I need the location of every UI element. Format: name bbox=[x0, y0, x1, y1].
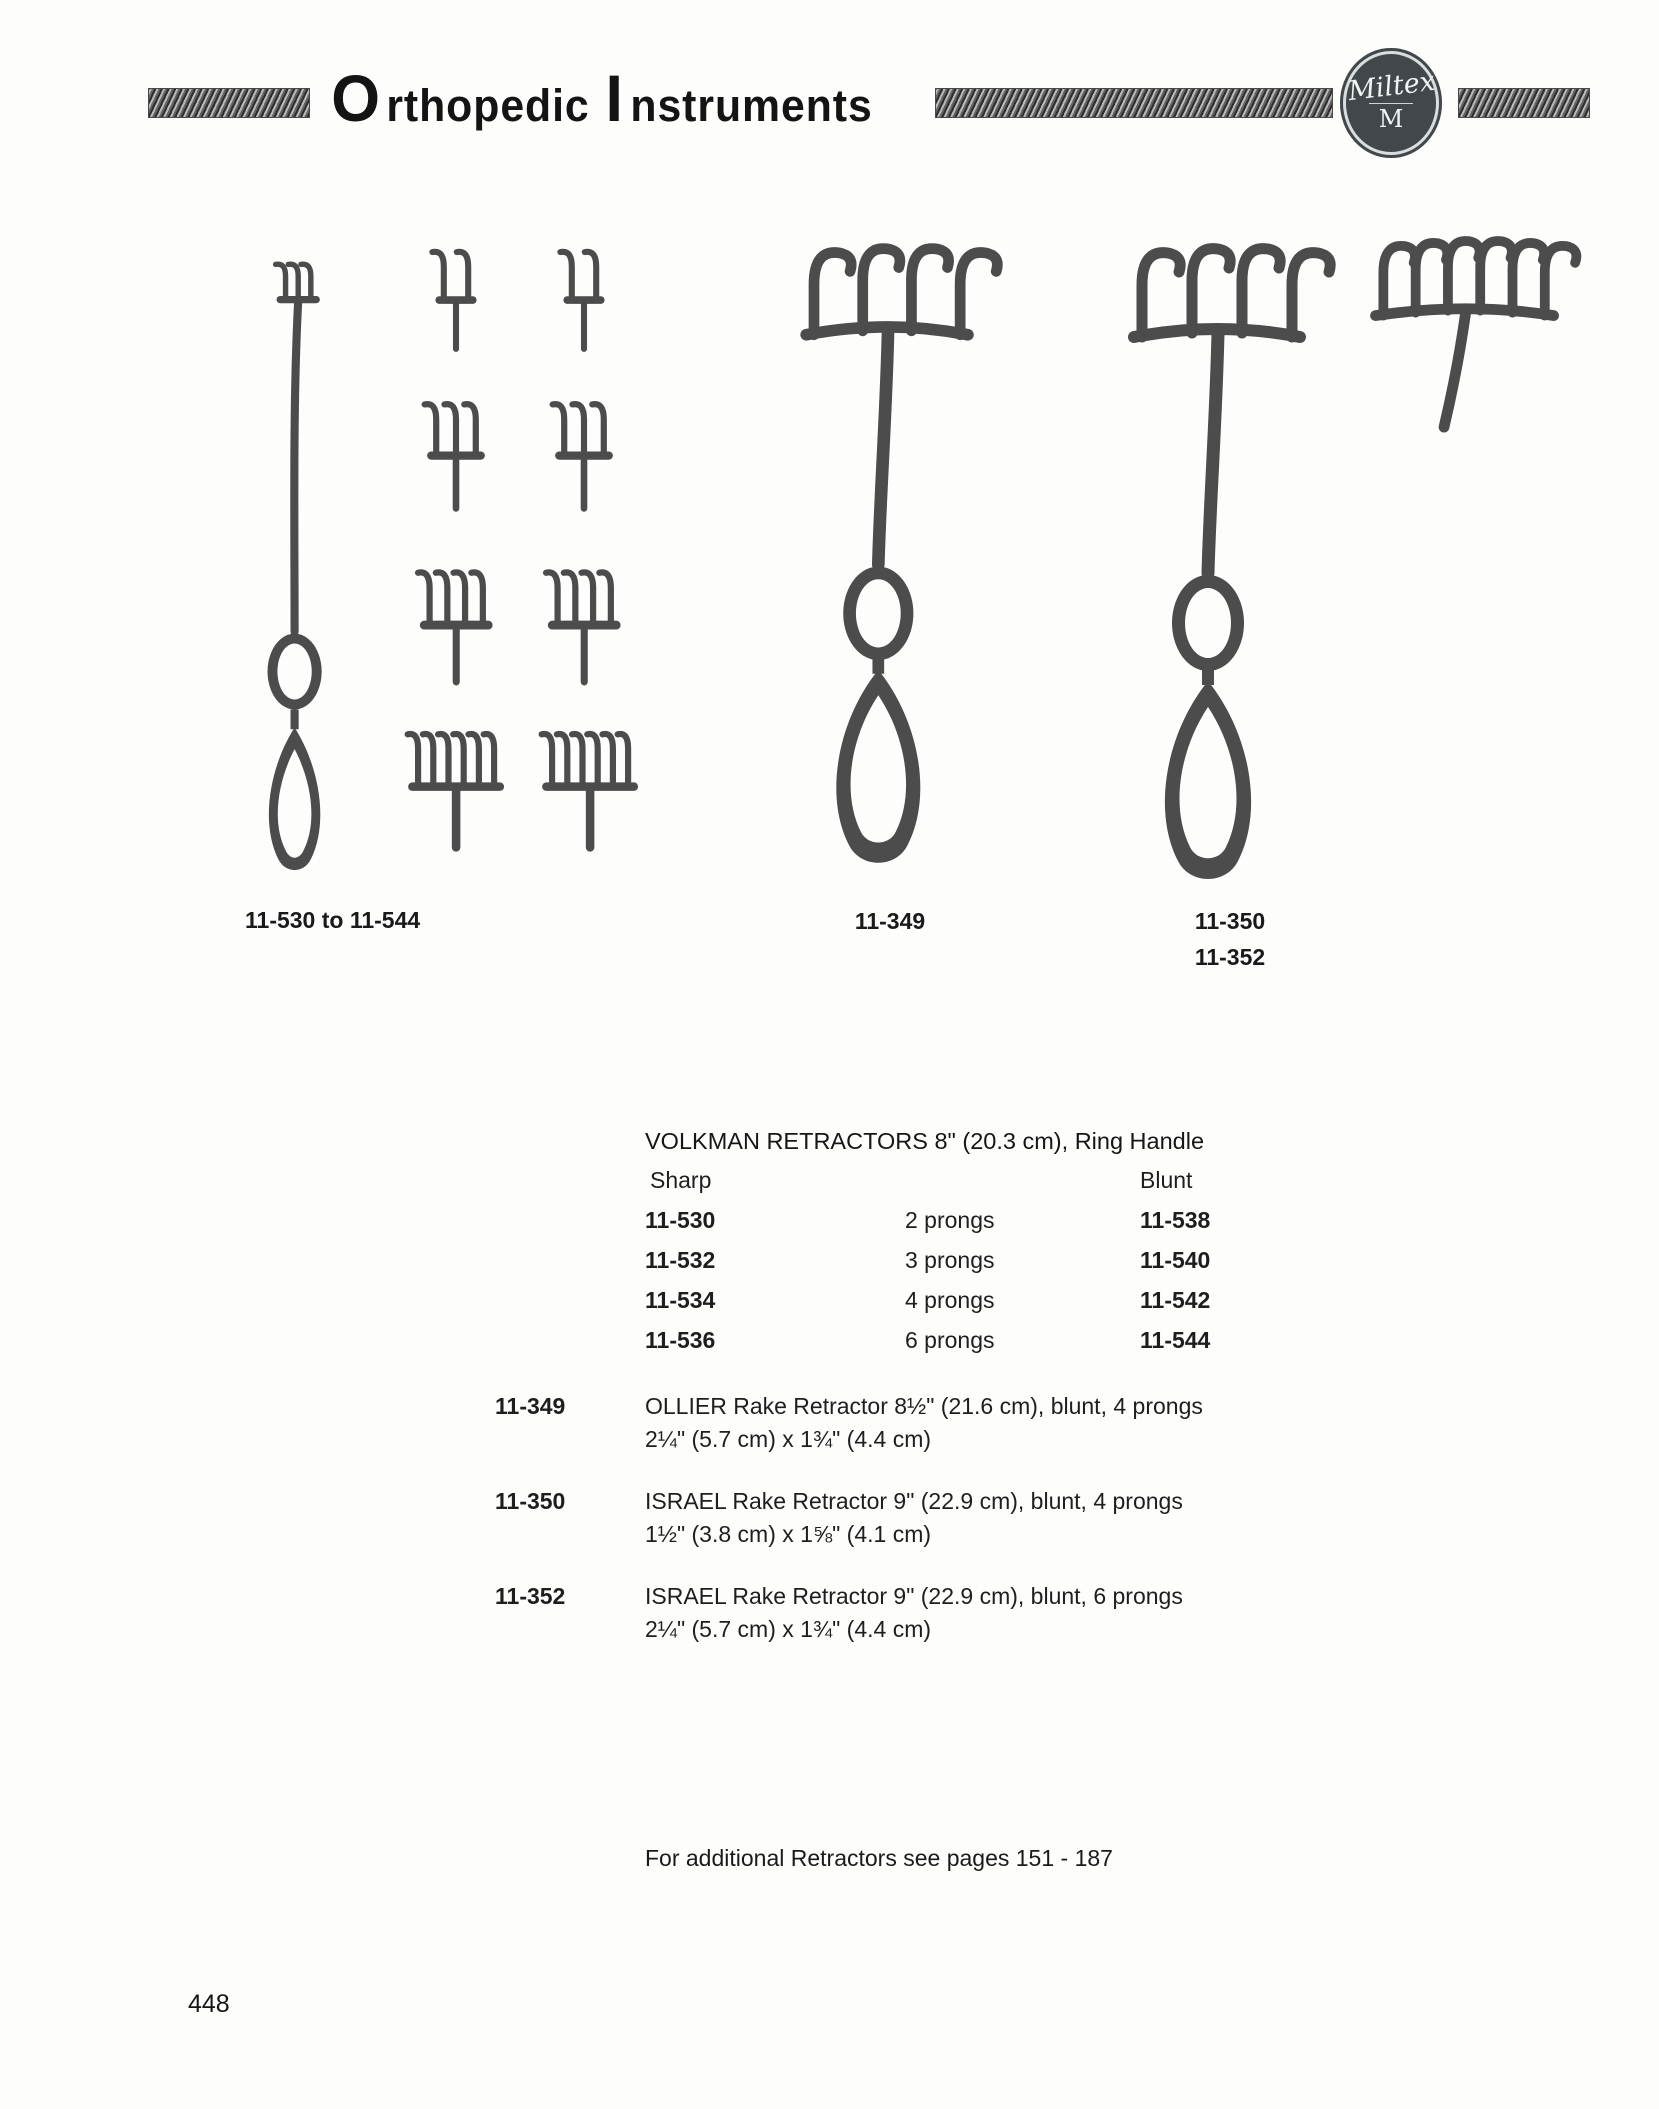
volkman-table-heading: VOLKMAN RETRACTORS 8" (20.3 cm), Ring Handle bbox=[645, 1128, 1205, 1154]
sharp-code: 11-532 bbox=[645, 1247, 716, 1273]
blunt-code: 11-544 bbox=[1140, 1327, 1211, 1353]
miltex-logo bbox=[1340, 48, 1442, 158]
header-stripe-left bbox=[148, 88, 310, 118]
additional-retractors-note: For additional Retractors see pages 151 - 187 bbox=[645, 1845, 1113, 1871]
sharp-code: 11-536 bbox=[645, 1327, 716, 1353]
volkman-table-column-labels bbox=[645, 1167, 1285, 1194]
column-label-spacer bbox=[905, 1167, 1140, 1194]
prong-tip-4-blunt-icon bbox=[530, 547, 642, 689]
volkman-table bbox=[645, 1128, 1285, 1360]
table-row bbox=[645, 1240, 1285, 1280]
miltex-logo-brand-text: Miltex bbox=[1345, 66, 1437, 108]
israel-six-prong-head-illustration bbox=[1350, 208, 1585, 433]
table-row bbox=[645, 1280, 1285, 1320]
column-label-sharp: Sharp bbox=[650, 1167, 712, 1193]
page-title-initial-o: O bbox=[331, 61, 381, 135]
prong-tip-2-blunt-icon bbox=[538, 233, 630, 355]
list-item bbox=[495, 1390, 1315, 1456]
prong-tip-6-sharp-icon bbox=[392, 703, 524, 855]
prong-tip-6-blunt-icon bbox=[526, 703, 658, 855]
table-row bbox=[645, 1200, 1285, 1240]
list-item bbox=[495, 1485, 1315, 1551]
product-description-line-1: OLLIER Rake Retractor 8½" (21.6 cm), blunt, 4 prongs bbox=[645, 1393, 1203, 1419]
israel-rake-retractor-illustration bbox=[1090, 200, 1350, 918]
product-description-line-2: 1½" (3.8 cm) x 1⅝" (4.1 cm) bbox=[645, 1521, 932, 1547]
figure-caption-volkman: 11-530 to 11-544 bbox=[245, 907, 421, 933]
figure-caption-ollier: 11-349 bbox=[854, 908, 926, 934]
product-description bbox=[645, 1580, 1315, 1646]
page-title-initial-i: I bbox=[605, 61, 624, 135]
blunt-code: 11-542 bbox=[1140, 1287, 1211, 1313]
page-title bbox=[330, 60, 889, 136]
volkman-retractor-illustration bbox=[225, 240, 375, 890]
product-code: 11-350 bbox=[495, 1488, 566, 1514]
figure-caption-israel-1: 11-350 bbox=[1194, 908, 1266, 934]
header-stripe-right bbox=[935, 88, 1333, 118]
prong-tip-2-sharp-icon bbox=[410, 233, 502, 355]
prong-tip-4-sharp-icon bbox=[402, 547, 514, 689]
product-description bbox=[645, 1390, 1315, 1456]
figure-caption-israel-2: 11-352 bbox=[1194, 944, 1266, 970]
volkman-table-rows bbox=[645, 1200, 1285, 1360]
product-description bbox=[645, 1485, 1315, 1551]
page-title-word-2: nstruments bbox=[630, 80, 873, 131]
page-number: 448 bbox=[188, 1990, 230, 2018]
figure-ollier-retractor bbox=[740, 210, 1040, 950]
table-row bbox=[645, 1320, 1285, 1360]
prong-count: 2 prongs bbox=[905, 1207, 995, 1233]
prong-count: 6 prongs bbox=[905, 1327, 995, 1353]
sharp-code: 11-530 bbox=[645, 1207, 716, 1233]
prong-count: 3 prongs bbox=[905, 1247, 995, 1273]
miltex-logo-monogram: M bbox=[1369, 103, 1414, 132]
figure-volkman-retractors bbox=[200, 225, 670, 955]
figure-israel-retractors bbox=[1060, 200, 1620, 990]
header-stripe-far-right bbox=[1458, 88, 1590, 118]
ollier-rake-retractor-illustration bbox=[760, 210, 1020, 892]
prong-tip-3-blunt-icon bbox=[534, 383, 634, 515]
product-code: 11-352 bbox=[495, 1583, 566, 1609]
prong-tip-3-sharp-icon bbox=[406, 383, 506, 515]
product-code: 11-349 bbox=[495, 1393, 566, 1419]
page-title-word-1: rthopedic bbox=[386, 80, 591, 131]
prong-count: 4 prongs bbox=[905, 1287, 995, 1313]
sharp-code: 11-534 bbox=[645, 1287, 716, 1313]
blunt-code: 11-538 bbox=[1140, 1207, 1211, 1233]
list-item bbox=[495, 1580, 1315, 1646]
product-description-line-1: ISRAEL Rake Retractor 9" (22.9 cm), blunt, 4 prongs bbox=[645, 1488, 1183, 1514]
product-description-line-1: ISRAEL Rake Retractor 9" (22.9 cm), blunt, 6 prongs bbox=[645, 1583, 1183, 1609]
product-list bbox=[495, 1390, 1315, 1646]
column-label-blunt: Blunt bbox=[1140, 1167, 1193, 1193]
product-description-line-2: 2¼" (5.7 cm) x 1¾" (4.4 cm) bbox=[645, 1426, 932, 1452]
blunt-code: 11-540 bbox=[1140, 1247, 1211, 1273]
product-description-line-2: 2¼" (5.7 cm) x 1¾" (4.4 cm) bbox=[645, 1616, 932, 1642]
